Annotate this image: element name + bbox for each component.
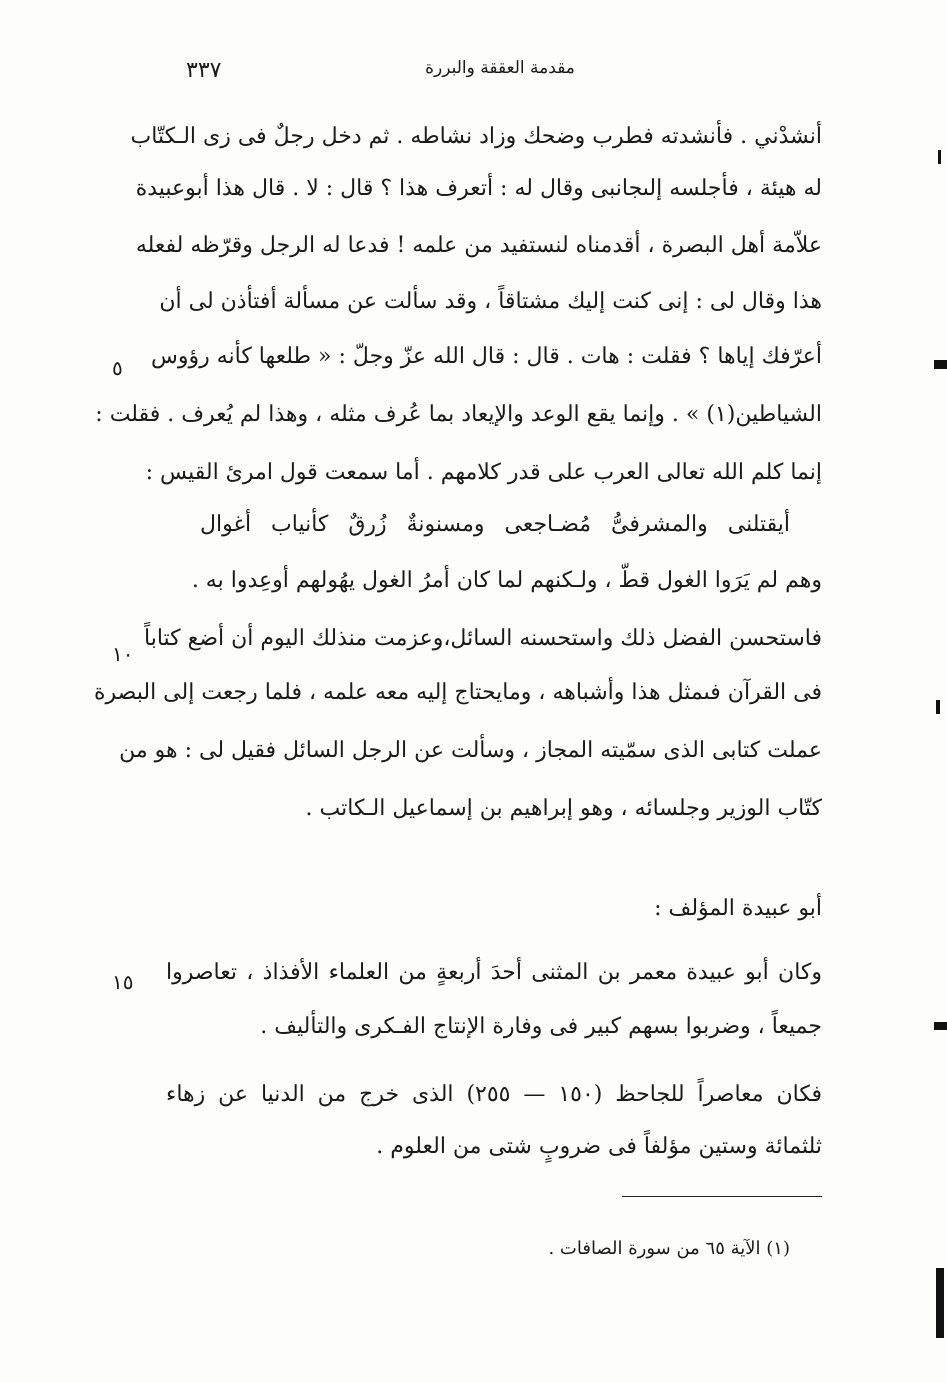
text-line-9: وهم لم يَرَوا الغول قطّ ، ولـكنهم لما كان أمرُ الغول يهُولهم أوعِدوا به . xyxy=(191,568,822,593)
text-line-18: ثلثمائة وستين مؤلفاً فى ضروبٍ شتى من العلوم . xyxy=(376,1134,822,1159)
scan-edge-mark xyxy=(936,700,940,714)
margin-line-number-10: ١٠ xyxy=(112,642,134,666)
text-line-6: الشياطين(١) » . وإنما يقع الوعد والإيعاد بما عُرف مثله ، وهذا لم يُعرف . فقلت : xyxy=(95,402,822,427)
text-line-1: أنشدْني . فأنشدته فطرب وضحك وزاد نشاطه . ثم دخل رجلٌ فى زى الـكتّاب xyxy=(130,124,822,149)
running-header-title: مقدمة العققة والبررة xyxy=(425,58,575,78)
page-number: ٣٣٧ xyxy=(186,58,222,83)
verse-line: أيقتلنى والمشرفىُّ مُضـاجعى ومسنونةٌ زُرقٌ كأنياب أغوال xyxy=(200,512,790,537)
text-line-10: فاستحسن الفضل ذلك واستحسنه السائل،وعزمت منذلك اليوم أن أضع كتاباً xyxy=(144,626,822,651)
text-line-13: كتّاب الوزير وجلسائه ، وهو إبراهيم بن إسماعيل الـكاتب . xyxy=(305,796,822,821)
scan-edge-mark xyxy=(936,1268,944,1338)
scan-edge-mark xyxy=(934,1022,947,1030)
text-line-7: إنما كلم الله تعالى العرب على قدر كلامهم . أما سمعت قول امرئ القيس : xyxy=(145,460,822,485)
footnote: (١) الآية ٦٥ من سورة الصافات . xyxy=(548,1238,790,1259)
footnote-separator xyxy=(622,1196,822,1197)
margin-line-number-15: ١٥ xyxy=(112,970,134,994)
text-line-11: فى القرآن فىمثل هذا وأشباهه ، ومايحتاج إليه معه علمه ، فلما رجعت إلى البصرة xyxy=(93,680,822,705)
scan-edge-mark xyxy=(934,360,947,369)
text-line-12: عملت كتابى الذى سمّيته المجاز ، وسألت عن الرجل السائل فقيل لى : هو من xyxy=(119,738,822,763)
text-line-16: جميعاً ، وضربوا بسهم كبير فى وفارة الإنتاج الفـكرى والتأليف . xyxy=(260,1014,822,1039)
text-line-5: أعرّفك إياها ؟ فقلت : هات . قال : قال الله عزّ وجلّ : « طلعها كأنه رؤوس xyxy=(151,344,822,369)
scan-edge-mark xyxy=(938,150,941,164)
margin-line-number-5: ٥ xyxy=(112,356,123,380)
text-line-15: وكان أبو عبيدة معمر بن المثنى أحدَ أربعةٍ من العلماء الأفذاذ ، تعاصروا xyxy=(166,960,822,985)
text-line-3: علاّمة أهل البصرة ، أقدمناه لنستفيد من علمه ! فدعا له الرجل وقرّظه لفعله xyxy=(135,233,822,258)
section-heading: أبو عبيدة المؤلف : xyxy=(654,896,822,921)
text-line-17: فكان معاصراً للجاحظ (١٥٠ — ٢٥٥) الذى خرج من الدنيا عن زهاء xyxy=(166,1082,822,1107)
text-line-4: هذا وقال لى : إنى كنت إليك مشتاقاً ، وقد سألت عن مسألة أفتأذن لى أن xyxy=(159,289,822,314)
text-line-2: له هيئة ، فأجلسه إلىجانبى وقال له : أتعرف هذا ؟ قال : لا . قال هذا أبوعبيدة xyxy=(135,176,822,201)
